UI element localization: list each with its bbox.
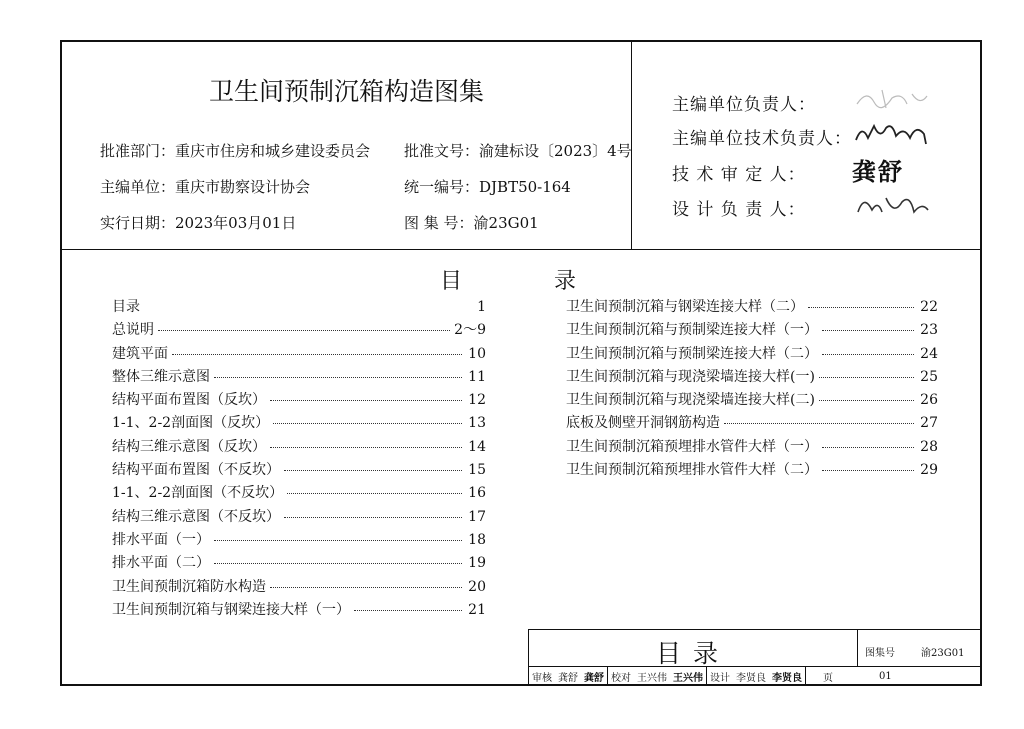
check-label: 校对	[611, 673, 631, 684]
toc-entry-title: 卫生间预制沉箱与钢梁连接大样（一）	[112, 601, 350, 618]
drawing-frame	[60, 40, 982, 686]
check-name: 王兴伟	[637, 673, 667, 684]
toc-entry-page: 29	[920, 462, 938, 479]
toc-entry	[112, 389, 486, 412]
toc-entry-title: 结构平面布置图（不反坎）	[112, 462, 280, 479]
toc-entry-page: 13	[468, 415, 486, 432]
toc-leader	[819, 400, 914, 401]
review-label: 审核	[532, 673, 552, 684]
toc-entry-title: 排水平面（二）	[112, 555, 210, 572]
signature-3: 龚舒	[852, 158, 904, 186]
toc-entry	[112, 319, 486, 342]
toc-entry	[566, 296, 938, 319]
title-block	[528, 629, 982, 686]
toc-entry	[566, 436, 938, 459]
toc-entry	[566, 343, 938, 366]
signature-2	[852, 118, 932, 146]
toc-leader	[270, 447, 462, 448]
toc-entry	[112, 506, 486, 529]
toc-entry-page: 14	[468, 438, 486, 455]
toc-entry	[112, 552, 486, 575]
toc-entry-page: 12	[468, 392, 486, 409]
toc-leader	[273, 423, 462, 424]
toc-leader	[172, 354, 462, 355]
title-block-atlas-value: 渝23G01	[921, 648, 965, 659]
toc-entry	[112, 436, 486, 459]
toc-entry-page: 15	[468, 462, 486, 479]
toc-entry	[566, 459, 938, 482]
toc-entry	[566, 319, 938, 342]
unified-number: 统一编号：DJBT50-164	[404, 178, 571, 196]
toc-entry	[566, 366, 938, 389]
sig-label-tech-head: 主编单位技术负责人：	[672, 129, 852, 149]
toc-entry-title: 整体三维示意图	[112, 368, 210, 385]
toc-leader	[724, 423, 914, 424]
toc-entry-page: 26	[920, 392, 938, 409]
toc-leader	[287, 493, 462, 494]
title-block-signatures	[529, 667, 982, 686]
toc-leader	[284, 470, 462, 471]
design-label: 设计	[710, 673, 730, 684]
editor-unit: 主编单位：重庆市勘察设计协会	[100, 178, 311, 196]
toc-entry	[112, 529, 486, 552]
toc-entry-title: 卫生间预制沉箱与预制梁连接大样（二）	[566, 345, 818, 362]
check-signature: 王兴伟	[670, 667, 707, 686]
toc-entry-page: 24	[920, 345, 938, 362]
toc-entry-page: 25	[920, 368, 938, 385]
toc-entry-title: 1-1、2-2剖面图（反坎）	[112, 415, 270, 432]
toc-leader	[284, 517, 462, 518]
toc-entry	[566, 389, 938, 412]
toc-entry-title: 底板及侧壁开洞钢筋构造	[566, 415, 720, 432]
toc-entry-page: 16	[468, 485, 486, 502]
toc-entry-title: 卫生间预制沉箱与现浇梁墙连接大样(一)	[566, 368, 815, 385]
sig-label-approver: 技 术 审 定 人：	[672, 165, 806, 185]
toc-leader	[822, 447, 914, 448]
toc-leader	[822, 330, 914, 331]
review-name: 龚舒	[558, 673, 578, 684]
toc-entry-title: 总说明	[112, 322, 154, 339]
toc-entry-page: 20	[468, 578, 486, 595]
atlas-number: 图 集 号：渝23G01	[404, 214, 539, 232]
toc-entry	[112, 412, 486, 435]
toc-leader	[808, 307, 914, 308]
toc-entry-page: 11	[468, 368, 486, 385]
toc-entry-title: 1-1、2-2剖面图（不反坎）	[112, 485, 284, 502]
toc-heading-right: 录	[554, 269, 577, 294]
toc-entry	[112, 459, 486, 482]
toc-entry-title: 卫生间预制沉箱预埋排水管件大样（一）	[566, 438, 818, 455]
toc-leader	[354, 610, 462, 611]
toc-leader	[214, 563, 462, 564]
toc-entry-title: 卫生间预制沉箱预埋排水管件大样（二）	[566, 462, 818, 479]
toc-heading-left: 目	[440, 269, 463, 294]
toc-leader	[822, 354, 914, 355]
toc-entry	[112, 482, 486, 505]
page-label: 页	[823, 673, 833, 684]
toc-left-column	[112, 296, 486, 622]
toc-entry-page: 17	[468, 508, 486, 525]
title-block-title: 目录	[655, 639, 730, 668]
toc-entry-page: 28	[920, 438, 938, 455]
toc-right-column	[566, 296, 938, 482]
toc-entry-title: 结构平面布置图（反坎）	[112, 392, 266, 409]
sig-label-editor-head: 主编单位负责人：	[672, 95, 816, 115]
toc-entry	[112, 366, 486, 389]
toc-entry	[112, 599, 486, 622]
title-block-atlas-label: 图集号	[865, 648, 895, 659]
toc-leader	[822, 470, 914, 471]
toc-entry	[112, 576, 486, 599]
atlas-title: 卫生间预制沉箱构造图集	[208, 77, 484, 106]
toc-entry-page: 21	[468, 601, 486, 618]
toc-leader	[214, 540, 462, 541]
design-name: 李贤良	[736, 673, 766, 684]
toc-leader	[819, 377, 914, 378]
signature-1	[852, 84, 932, 112]
toc-entry-title: 目录	[112, 299, 140, 315]
toc-leader	[158, 330, 450, 331]
toc-entry	[112, 343, 486, 366]
header-block	[62, 42, 980, 250]
toc-leader	[270, 587, 462, 588]
toc-entry-page: 27	[920, 415, 938, 432]
toc-entry-page: 1	[477, 299, 486, 315]
approval-dept: 批准部门：重庆市住房和城乡建设委员会	[100, 142, 371, 160]
toc-entry-page: 2～9	[454, 322, 486, 339]
toc-entry-page: 19	[468, 555, 486, 572]
toc-leader	[270, 400, 462, 401]
title-block-divider	[857, 630, 858, 666]
toc-entry-page: 10	[468, 345, 486, 362]
toc-entry-title: 建筑平面	[112, 345, 168, 362]
toc-leader	[214, 377, 462, 378]
toc-entry-title: 结构三维示意图（反坎）	[112, 438, 266, 455]
toc-entry	[566, 412, 938, 435]
sig-label-design-head: 设 计 负 责 人：	[672, 200, 806, 220]
review-signature: 龚舒	[581, 667, 608, 686]
toc-entry-title: 结构三维示意图（不反坎）	[112, 508, 280, 525]
design-signature: 李贤良	[769, 667, 806, 686]
toc-entry-title: 卫生间预制沉箱防水构造	[112, 578, 266, 595]
effective-date: 实行日期：2023年03月01日	[100, 214, 297, 232]
toc-entry	[112, 296, 486, 319]
approval-doc: 批准文号：渝建标设〔2023〕4号	[404, 142, 632, 160]
toc-entry-title: 排水平面（一）	[112, 531, 210, 548]
toc-entry-page: 22	[920, 299, 938, 315]
signature-4	[852, 190, 932, 218]
toc-entry-page: 18	[468, 531, 486, 548]
toc-entry-title: 卫生间预制沉箱与现浇梁墙连接大样(二)	[566, 392, 815, 409]
page-value: 01	[879, 671, 892, 682]
toc-entry-title: 卫生间预制沉箱与钢梁连接大样（二）	[566, 299, 804, 315]
toc-entry-title: 卫生间预制沉箱与预制梁连接大样（一）	[566, 322, 818, 339]
toc-entry-page: 23	[920, 322, 938, 339]
